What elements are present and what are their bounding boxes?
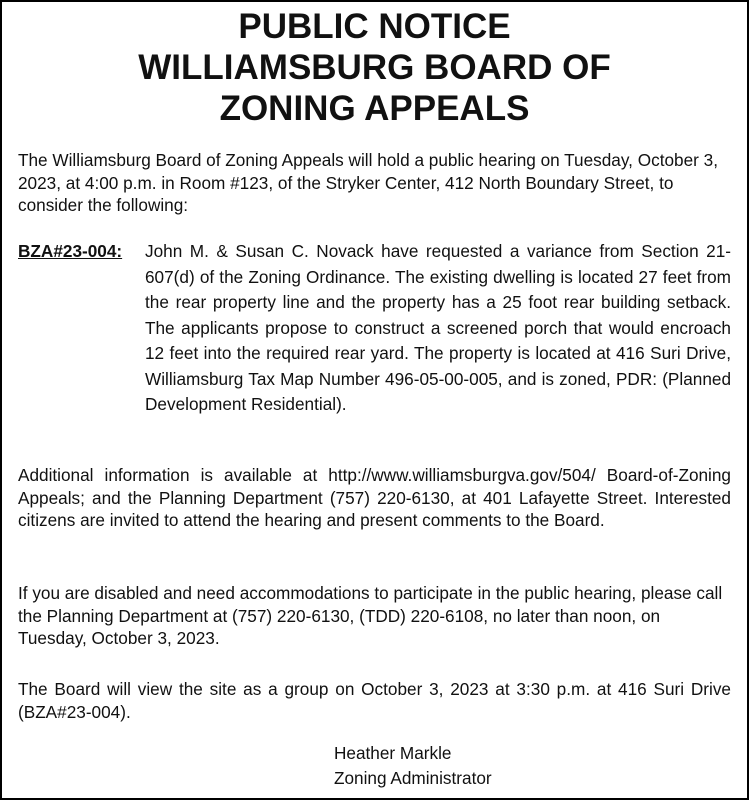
title-line-3: ZONING APPEALS [219, 89, 530, 128]
case-item [18, 239, 731, 418]
signatory-name: Heather Markle [334, 743, 452, 763]
notice-title [2, 2, 747, 129]
additional-info-paragraph: Additional information is available at http://www.williamsburgva.gov/504/ Board-of-Zoning Appeals; and the Planning Department (757) 220-6130, at 401 Lafayette Street. Interested citizens are invited to attend the hearing and present comments to the Board. [18, 465, 731, 531]
title-line-1: PUBLIC NOTICE [238, 7, 511, 46]
case-number: BZA#23-004: [18, 241, 123, 261]
accommodations-paragraph: If you are disabled and need accommodations to participate in the public hearing, please call the Planning Department at (757) 220-6130, (TDD) 220-6108, no later than noon, on Tuesday, October 3, 2023. [18, 583, 723, 649]
signature-block [334, 741, 492, 791]
title-line-2: WILLIAMSBURG BOARD OF [138, 48, 611, 87]
intro-paragraph: The Williamsburg Board of Zoning Appeals will hold a public hearing on Tuesday, October 3, 2023, at 4:00 p.m. in Room #123, of the Stryker Center, 412 North Boundary Street, to consider the following: [18, 150, 718, 216]
signatory-title: Zoning Administrator [334, 768, 492, 788]
site-visit-paragraph: The Board will view the site as a group on October 3, 2023 at 3:30 p.m. at 416 Suri Drive (BZA#23-004). [18, 679, 731, 722]
case-description: John M. & Susan C. Novack have requested a variance from Section 21- 607(d) of the Zoning Ordinance. The existing dwelling is located 27 feet from the rear property line and the property has a 25 foot rear building setback. The applicants propose to construct a screened porch that would encroach 12 feet into the required rear yard. The property is located at 416 Suri Drive, Williamsburg Tax Map Number 496-05-00-005, and is zoned, PDR: (Planned Development Residential). [145, 241, 731, 414]
